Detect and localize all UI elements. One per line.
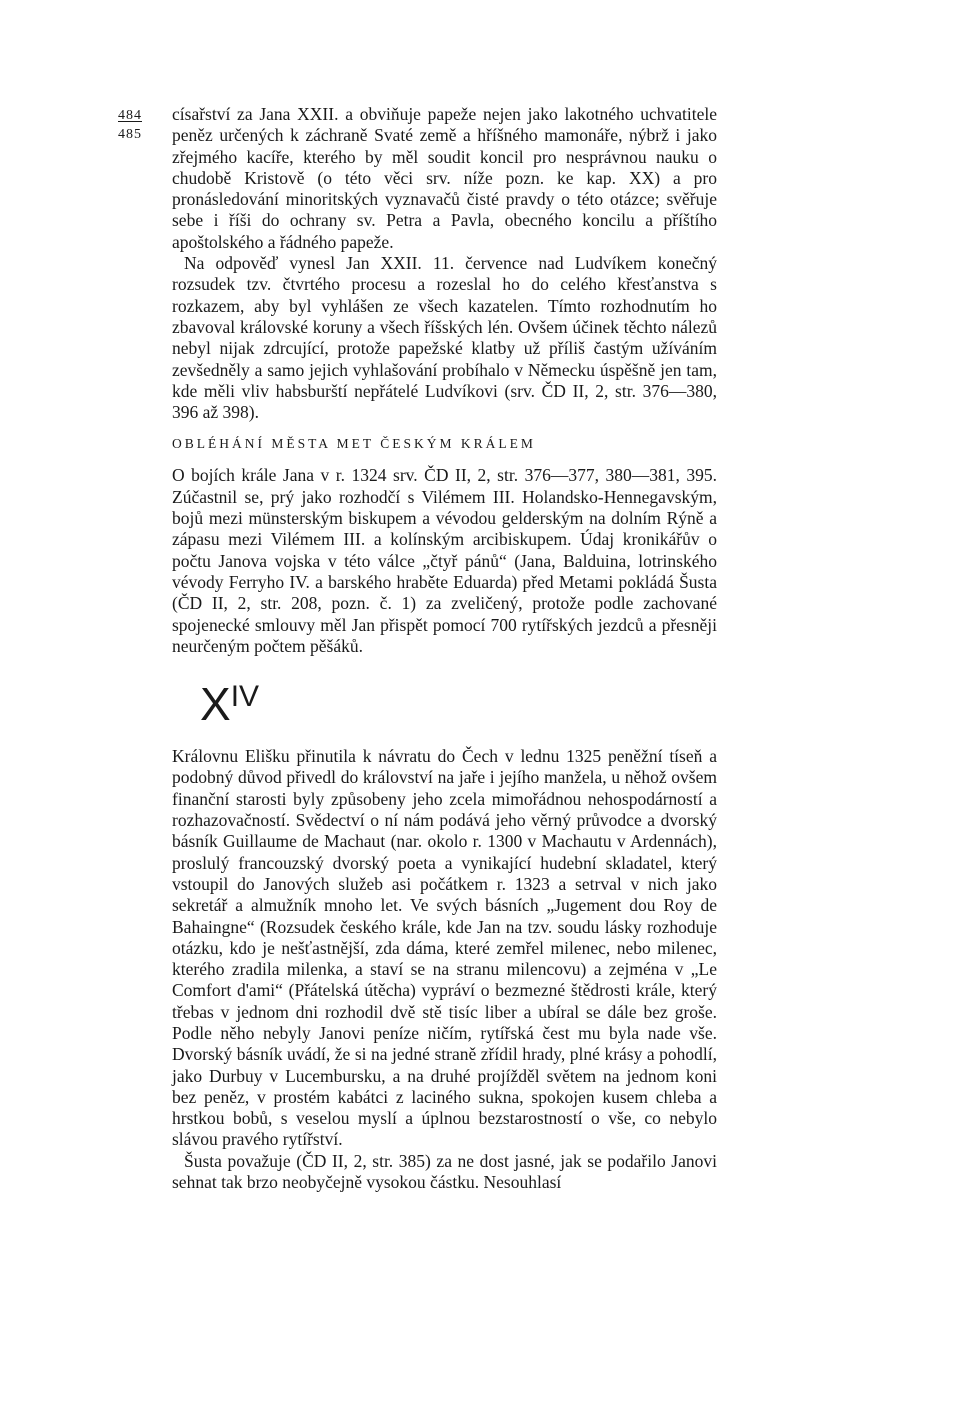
paragraph-verdict: Na odpověď vynesl Jan XXII. 11. července nad Ludvíkem konečný rozsudek tzv. čtvrtého procesu a rozeslal ho do celého křesťanstva s rozkazem, aby byl vyhlášen ze všech kazatelen. Tímto rozhodnutím ho zbavoval královské koruny a všech říšských lén. Ovšem účinek těchto nálezů nebyl nijak zdrcující, protože papežské klatby už příliš častým užíváním zevšedněly a samo jejich vyhlašování probíhalo v Německu úspěšně jen tam, kde měli vliv habsburští nepřátelé Ludvíkovi (srv. ČD II, 2, str. 376—380, 396 až 398). <box>172 253 717 423</box>
paragraph-continued: císařství za Jana XXII. a obviňuje papeže nejen jako lakotného uchvatitele peněz určených k záchraně Svaté země a hříšného mamonáře, nýbrž i jako zřejmého kacíře, kterého by měl soudit koncil pro nesprávnou nauku o chudobě Kristově (o této věci srv. níže pozn. ke kap. XX) a pro pronásledování minoritských vyznavačů čisté pravdy o této otázce; svěřuje sebe i říši do ochrany sv. Petra a Pavla, obecného koncilu a příštího apoštolského a řádného papeže. <box>172 104 717 252</box>
page-number-left: 484 <box>118 108 142 123</box>
chapter-number-rest: IV <box>230 680 260 714</box>
paragraph-susta: Šusta považuje (ČD II, 2, str. 385) za ne dost jasné, jak se podařilo Janovi sehnat tak brzo neobyčejně vysokou částku. Nesouhlasí <box>172 1150 717 1193</box>
page-numbers <box>118 106 142 144</box>
chapter-number-first: X <box>200 678 231 731</box>
paragraph-battles: O bojích krále Jana v r. 1324 srv. ČD II, 2, str. 376—377, 380—381, 395. Zúčastnil se, prý jako rozhodčí s Vilémem III. Holandsko-Hennegavským, bojů mezi münsterským biskupem a vévodou gelderským na dolním Rýně a zápasu mezi Vilémem III. a kolínským arcibiskupem. Údaj kronikářův o počtu Janova vojska v této válce „čtyř pánů“ (Jana, Balduina, lotrinského vévody Ferryho IV. a barského hraběte Eduarda) před Metami pokládá Šusta (ČD II, 2, str. 208, pozn. č. 1) za zveličený, protože podle zachované spojenecké smlouvy měl Jan přispět pomocí 700 rytířských jezdců a přesněji neurčeným počtem pěšáků. <box>172 465 717 656</box>
section-heading: OBLÉHÁNÍ MĚSTA MET ČESKÝM KRÁLEM <box>172 436 536 452</box>
text-column <box>172 104 717 1193</box>
paragraph-queen: Královnu Elišku přinutila k návratu do Čech v lednu 1325 peněžní tíseň a podobný důvod přivedl do království na jaře i jejího manžela, u něhož ovšem finanční starosti byly způsobeny jeho zcela mimořádnou nehospodárností a rozhazovačností. Svědectví o ní nám podává jeho věrný průvodce a dvorský básník Guillaume de Machaut (nar. okolo r. 1300 v Machautu v Ardennách), proslulý francouzský dvorský poeta a vynikající hudební skladatel, který vstoupil do Janových služeb asi počátkem r. 1323 a setrval v nich jako sekretář a almužník mnoho let. Ve svých básních „Jugement dou Roy de Bahaingne“ (Rozsudek českého krále, kde Jan na tzv. soudu lásky rozhoduje otázku, kdo je nešťastnější, zda dáma, které zemřel milenec, nebo milenec, kterého zradila milenka, a staví se na stranu milencovu) a zejména v „Le Comfort d'ami“ (Přátelská útěcha) vypráví o bezmezné štědrosti krále, který třebas v jednom dni rozhodil dvě stě tisíc liber a ubíral se dále bez groše. Podle něho nebyly Janovi peníze ničím, rytířská čest mu byla nade vše. Dvorský básník uvádí, že si na jedné straně zřídil hrady, plné krásy a pohodlí, jako Durbuy v Lucembursku, a na druhé projížděl světem na jednom koni bez peněz, v prostém kabátci z laciného sukna, spokojen kusem chleba a hrstkou bobů, s veselou myslí a úplnou bezstarostností o vše, co nebylo slávou pravého rytířství. <box>172 746 717 1150</box>
page-number-right: 485 <box>118 127 142 142</box>
chapter-number <box>200 675 717 738</box>
